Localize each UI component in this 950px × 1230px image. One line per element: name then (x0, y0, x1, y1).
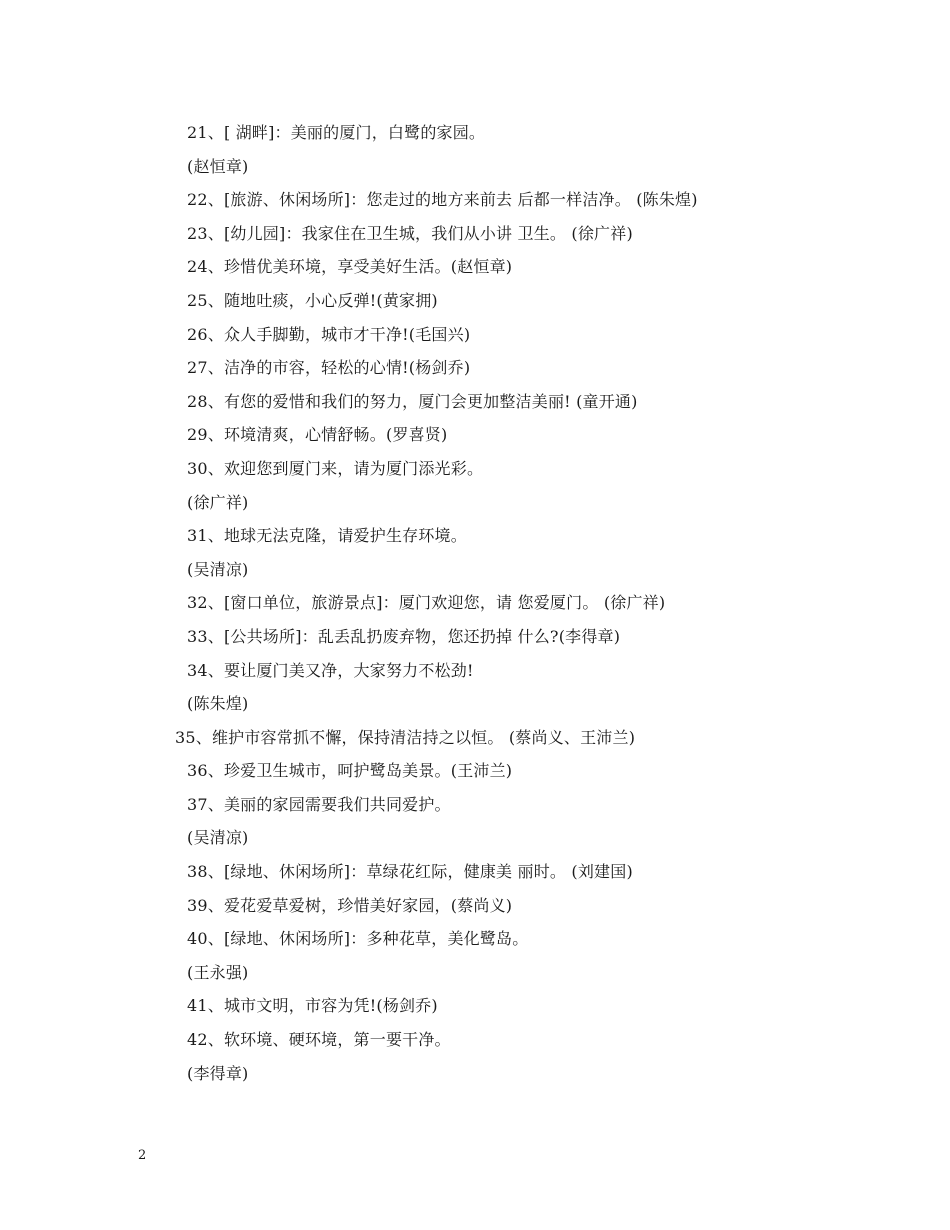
text-line: 37、美丽的家园需要我们共同爱护。 (187, 794, 451, 814)
text-line: 29、环境清爽，心情舒畅。(罗喜贤) (187, 425, 448, 445)
text-line: 35、维护市容常抓不懈，保持清洁持之以恒。 (蔡尚义、王沛兰) (175, 727, 636, 747)
text-line: 31、地球无法克隆，请爱护生存环境。 (187, 526, 467, 546)
text-line: 34、要让厦门美又净，大家努力不松劲! (187, 660, 474, 680)
slogan-list (175, 116, 887, 1090)
text-line: 28、有您的爱惜和我们的努力，厦门会更加整洁美丽! (童开通) (187, 391, 638, 411)
text-line: 38、[绿地、休闲场所]：草绿花红际，健康美 丽时。 (刘建国) (187, 862, 633, 882)
text-line: (王永强) (187, 962, 249, 982)
text-line: 21、[ 湖畔]：美丽的厦门，白鹭的家园。 (187, 123, 486, 142)
text-line: 32、[窗口单位，旅游景点]：厦门欢迎您，请 您爱厦门。 (徐广祥) (187, 593, 666, 613)
text-line: 41、城市文明，市容为凭!(杨剑乔) (187, 996, 438, 1016)
text-line: (徐广祥) (187, 492, 249, 512)
text-line: 40、[绿地、休闲场所]：多种花草，美化鹭岛。 (187, 929, 529, 949)
text-line: 33、[公共场所]：乱丢乱扔废弃物，您还扔掉 什么?(李得章) (187, 626, 621, 646)
page-number: 2 (138, 1148, 147, 1163)
text-line: 24、珍惜优美环境，享受美好生活。(赵恒章) (187, 257, 513, 277)
text-line: (吴清凉) (187, 828, 249, 848)
text-line: (李得章) (187, 1063, 249, 1083)
text-line: 27、洁净的市容，轻松的心情!(杨剑乔) (187, 358, 471, 378)
text-line: 36、珍爱卫生城市，呵护鹭岛美景。(王沛兰) (187, 761, 513, 781)
text-line: 25、随地吐痰，小心反弹!(黄家拥) (187, 290, 438, 310)
text-line: 23、[幼儿园]：我家住在卫生城，我们从小讲 卫生。 (徐广祥) (187, 223, 633, 243)
text-line: (吴清凉) (187, 559, 249, 579)
text-line: 42、软环境、硬环境，第一要干净。 (187, 1030, 451, 1050)
text-line: 30、欢迎您到厦门来，请为厦门添光彩。 (187, 458, 484, 478)
text-line: 26、众人手脚勤，城市才干净!(毛国兴) (187, 324, 471, 344)
text-line: 22、[旅游、休闲场所]：您走过的地方来前去 后都一样洁净。 (陈朱煌) (187, 190, 698, 210)
text-line: 39、爱花爱草爱树，珍惜美好家园，(蔡尚义) (187, 895, 513, 915)
text-line: (陈朱煌) (187, 694, 249, 714)
text-line: (赵恒章) (187, 156, 249, 176)
